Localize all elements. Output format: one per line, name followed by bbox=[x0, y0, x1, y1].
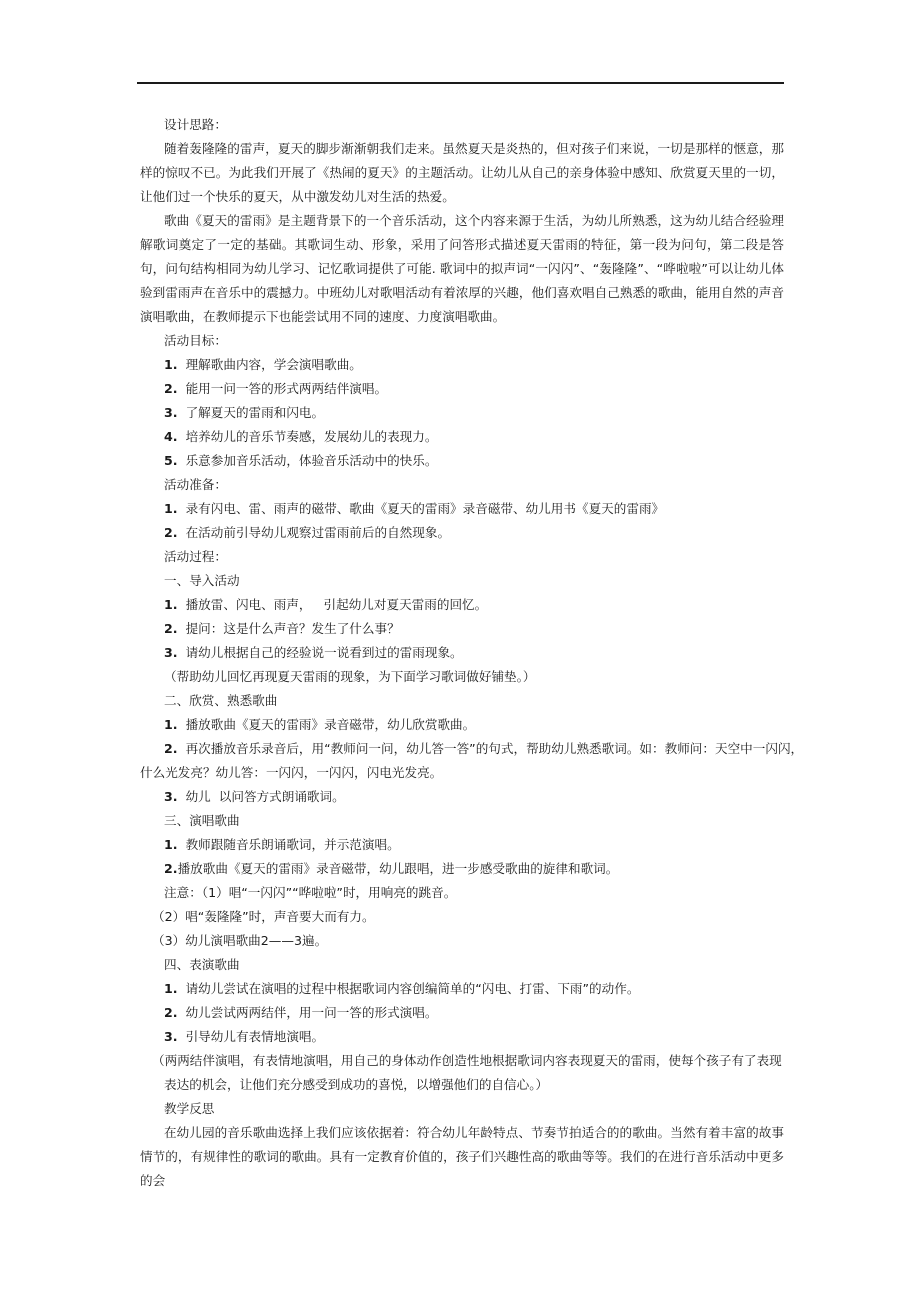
section-4-note-continued: 表达的机会，让他们充分感受到成功的喜悦，以增强他们的自信心。） bbox=[164, 1077, 549, 1092]
section-3-note: （2）唱“轰隆隆”时，声音要大而有力。 bbox=[152, 909, 375, 924]
prep-item: 2. 在活动前引导幼儿观察过雷雨前后的自然现象。 bbox=[164, 525, 451, 540]
process-heading: 活动过程： bbox=[164, 549, 227, 564]
section-2-item: 3. 幼儿 以问答方式朗诵歌词。 bbox=[164, 789, 345, 804]
design-heading: 设计思路： bbox=[164, 117, 227, 132]
section-4-note: （两两结伴演唱，有表情地演唱，用自己的身体动作创造性地根据歌词内容表现夏天的雷雨，使每个孩子有了表现 bbox=[152, 1053, 782, 1068]
goal-item: 3. 了解夏天的雷雨和闪电。 bbox=[164, 405, 325, 420]
goal-item: 5. 乐意参加音乐活动，体验音乐活动中的快乐。 bbox=[164, 453, 438, 468]
section-1-heading: 一、导入活动 bbox=[164, 573, 240, 588]
section-2-item-continued: 什么光发亮？幼儿答：一闪闪，一闪闪，闪电光发亮。 bbox=[140, 765, 443, 780]
section-4-heading: 四、表演歌曲 bbox=[164, 957, 240, 972]
section-3-note: （3）幼儿演唱歌曲2——3遍。 bbox=[152, 933, 328, 948]
prep-item: 1. 录有闪电、雷、雨声的磁带、歌曲《夏天的雷雨》录音磁带、幼儿用书《夏天的雷雨》 bbox=[164, 501, 665, 516]
section-2-item: 1. 播放歌曲《夏天的雷雨》录音磁带，幼儿欣赏歌曲。 bbox=[164, 717, 476, 732]
design-paragraph-2: 歌曲《夏天的雷雨》是主题背景下的一个音乐活动，这个内容来源于生活，为幼儿所熟悉，这为幼儿结合经验理解歌词奠定了一定的基础。其歌词生动、形象，采用了问答形式描述夏天雷雨的特征，第一段为问句，第二段是答句，问句结构相同为幼儿学习、记忆歌词提供了可能. 歌词中的拟声词“一闪闪”、“轰隆隆”、“哗啦啦”可以让幼儿体验到雷雨声在音乐中的震撼力。中班幼儿对歌唱活动有着浓厚的兴趣，他们喜欢唱自己熟悉的歌曲，能用自然的声音演唱歌曲，在教师提示下也能尝试用不同的速度、力度演唱歌曲。 bbox=[140, 213, 784, 324]
design-paragraph-1: 随着轰隆隆的雷声，夏天的脚步渐渐朝我们走来。虽然夏天是炎热的，但对孩子们来说，一切是那样的惬意，那样的惊叹不已。为此我们开展了《热闹的夏天》的主题活动。让幼儿从自己的亲身体验中感知、欣赏夏天里的一切，让他们过一个快乐的夏天，从中激发幼儿对生活的热爱。 bbox=[140, 141, 784, 204]
section-3-item: 2.播放歌曲《夏天的雷雨》录音磁带，幼儿跟唱，进一步感受歌曲的旋律和歌词。 bbox=[164, 861, 619, 876]
goal-item: 1. 理解歌曲内容，学会演唱歌曲。 bbox=[164, 357, 362, 372]
section-1-item: 1. 播放雷、闪电、雨声， 引起幼儿对夏天雷雨的回忆。 bbox=[164, 597, 488, 612]
header-rule bbox=[137, 82, 784, 84]
goals-heading: 活动目标： bbox=[164, 333, 227, 348]
section-3-heading: 三、演唱歌曲 bbox=[164, 813, 240, 828]
section-4-item: 3. 引导幼儿有表情地演唱。 bbox=[164, 1029, 325, 1044]
section-2-heading: 二、欣赏、熟悉歌曲 bbox=[164, 693, 278, 708]
section-2-item: 2. 再次播放音乐录音后，用“教师问一问，幼儿答一答”的句式，帮助幼儿熟悉歌词。如：教师问：天空中一闪闪， bbox=[164, 741, 804, 756]
section-1-note: （帮助幼儿回忆再现夏天雷雨的现象，为下面学习歌词做好铺垫。） bbox=[164, 669, 536, 684]
section-4-item: 1. 请幼儿尝试在演唱的过程中根据歌词内容创编简单的“闪电、打雷、下雨”的动作。 bbox=[164, 981, 640, 996]
section-4-item: 2. 幼儿尝试两两结伴，用一问一答的形式演唱。 bbox=[164, 1005, 438, 1020]
reflection-heading: 教学反思 bbox=[164, 1101, 215, 1116]
document-body bbox=[140, 113, 804, 1193]
section-1-item: 3. 请幼儿根据自己的经验说一说看到过的雷雨现象。 bbox=[164, 645, 463, 660]
reflection-paragraph: 在幼儿园的音乐歌曲选择上我们应该依据着：符合幼儿年龄特点、节奏节拍适合的的歌曲。当然有着丰富的故事情节的，有规律性的歌词的歌曲。具有一定教育价值的，孩子们兴趣性高的歌曲等等。我们的在进行音乐活动中更多的会 bbox=[140, 1125, 784, 1188]
prep-heading: 活动准备： bbox=[164, 477, 227, 492]
section-3-note: 注意：（1）唱“一闪闪”“哗啦啦”时，用响亮的跳音。 bbox=[164, 885, 457, 900]
goal-item: 2. 能用一问一答的形式两两结伴演唱。 bbox=[164, 381, 388, 396]
section-1-item: 2. 提问：这是什么声音？发生了什么事？ bbox=[164, 621, 400, 636]
goal-item: 4. 培养幼儿的音乐节奏感，发展幼儿的表现力。 bbox=[164, 429, 438, 444]
section-3-item: 1. 教师跟随音乐朗诵歌词，并示范演唱。 bbox=[164, 837, 400, 852]
